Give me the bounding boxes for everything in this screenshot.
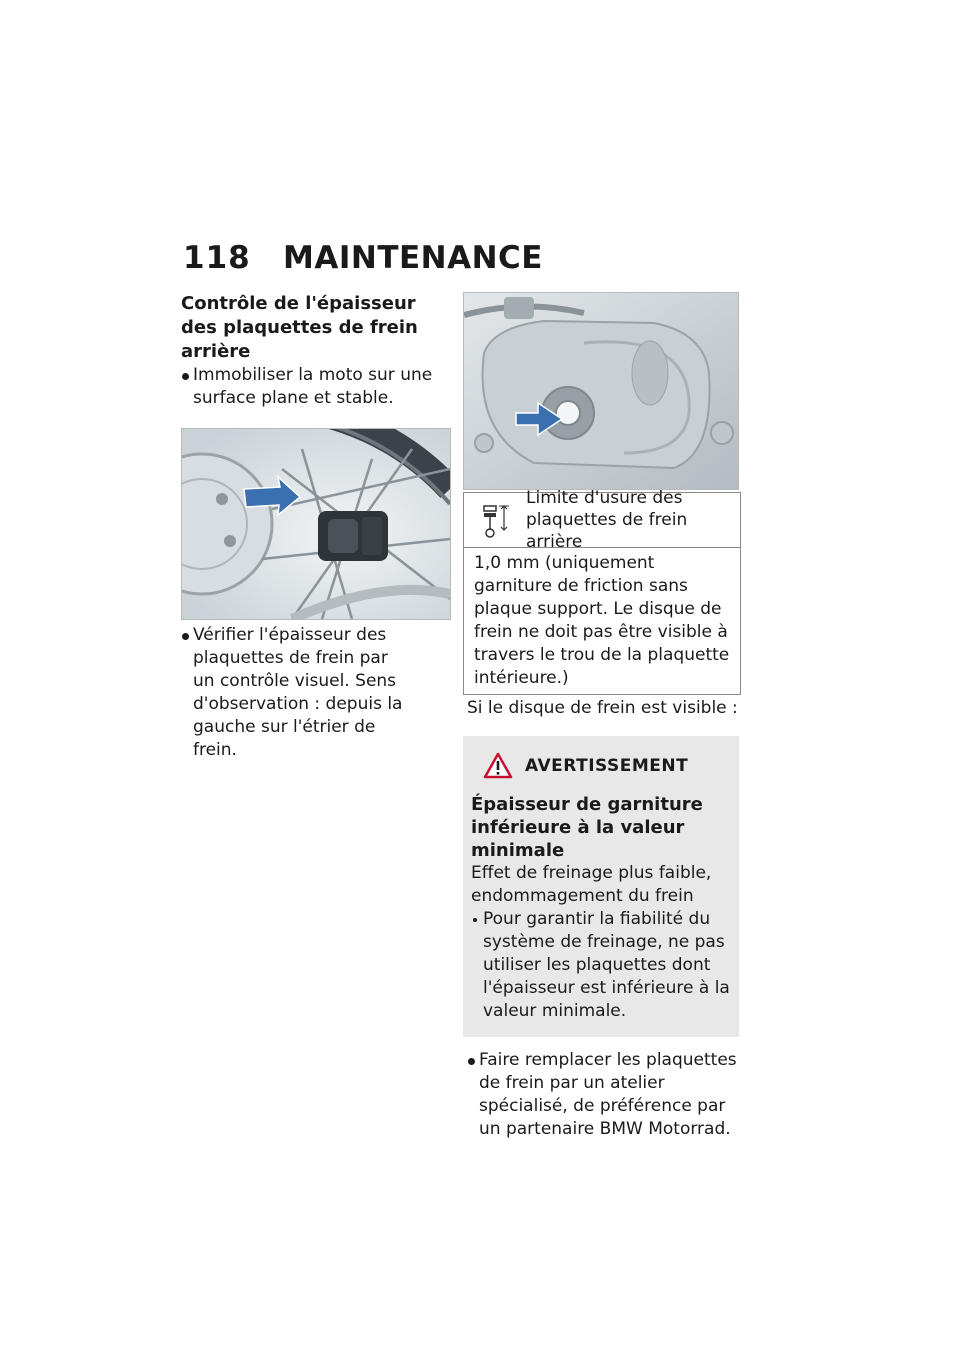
caliper-closeup-photo bbox=[463, 292, 739, 490]
warning-text: Effet de freinage plus faible, endommagement du frein bbox=[471, 863, 712, 906]
warning-subtitle: Épaisseur de garniture inférieure à la valeur minimale bbox=[471, 794, 703, 861]
warning-box bbox=[463, 736, 739, 1037]
warning-bullet-list bbox=[471, 908, 731, 1023]
brake-pad-thickness-icon bbox=[480, 500, 512, 540]
list-item: Pour garantir la fiabilité du système de freinage, ne pas utiliser les plaquettes dont l'épaisseur est inférieure à la valeur minimale. bbox=[471, 908, 731, 1023]
wheel-caliper-photo bbox=[181, 428, 451, 620]
spec-value: 1,0 mm (uniquement garniture de friction sans plaque support. Le disque de frein ne doit pas être visible à travers le trou de la plaquette intérieure.) bbox=[474, 553, 730, 688]
left-column bbox=[181, 292, 453, 762]
warning-header bbox=[483, 752, 731, 779]
list-item: Faire remplacer les plaquettes de frein par un atelier spécialisé, de préférence par un partenaire BMW Motorrad. bbox=[467, 1049, 741, 1141]
bullet-list-2 bbox=[181, 624, 453, 762]
spec-title: Limite d'usure des plaquettes de frein arrière bbox=[526, 488, 688, 552]
bullet-list-1 bbox=[181, 364, 453, 410]
spec-table bbox=[463, 488, 741, 695]
section-heading: Contrôle de l'épaisseur des plaquettes de frein arrière bbox=[181, 293, 418, 362]
list-item: Immobiliser la moto sur une surface plane et stable. bbox=[181, 364, 453, 410]
right-column bbox=[461, 292, 741, 1141]
page-title: MAINTENANCE bbox=[283, 240, 543, 276]
warning-triangle-icon bbox=[483, 752, 513, 779]
warning-label: AVERTISSEMENT bbox=[525, 755, 689, 776]
condition-text: Si le disque de frein est visible : bbox=[467, 698, 738, 718]
page-number: 118 bbox=[183, 240, 251, 276]
bullet-list-3 bbox=[467, 1049, 741, 1141]
spec-header bbox=[464, 488, 740, 552]
list-item: Vérifier l'épaisseur des plaquettes de frein par un contrôle visuel. Sens d'observation : depuis la gauche sur l'étrier de frein. bbox=[181, 624, 453, 762]
